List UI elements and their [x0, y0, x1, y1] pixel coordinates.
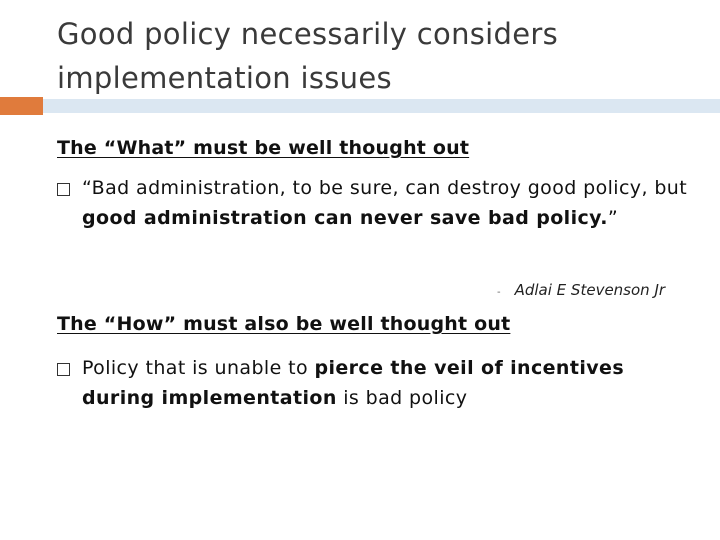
title-rule-accent	[0, 97, 43, 115]
attribution-name: Adlai E Stevenson Jr	[514, 281, 666, 299]
square-bullet-icon	[57, 183, 70, 196]
quote-attribution	[497, 281, 665, 299]
quote-bold-part: good administration can never save bad policy.	[82, 207, 608, 229]
quote-part-3: ”	[607, 207, 619, 229]
title-line-1: Good policy necessarily considers	[57, 17, 559, 51]
title-line-2: implementation issues	[57, 61, 392, 95]
how-part-3: is bad policy	[336, 387, 468, 409]
what-bullet	[57, 173, 697, 233]
how-bullet-text	[82, 353, 697, 413]
what-heading: The “What” must be well thought out	[57, 137, 470, 159]
how-part-1: Policy that is unable to	[82, 357, 315, 379]
quote-part-1: “Bad administration, to be sure, can destroy good policy, but	[82, 177, 688, 199]
attribution-dash: -	[497, 287, 501, 298]
how-bold-part: pierce the veil of incentives during implementation	[82, 357, 625, 409]
what-bullet-text	[82, 173, 697, 233]
square-bullet-icon	[57, 363, 70, 376]
slide-title	[57, 12, 697, 100]
how-bullet	[57, 353, 697, 413]
title-rule-bar	[43, 99, 720, 113]
how-heading: The “How” must also be well thought out	[57, 313, 511, 335]
